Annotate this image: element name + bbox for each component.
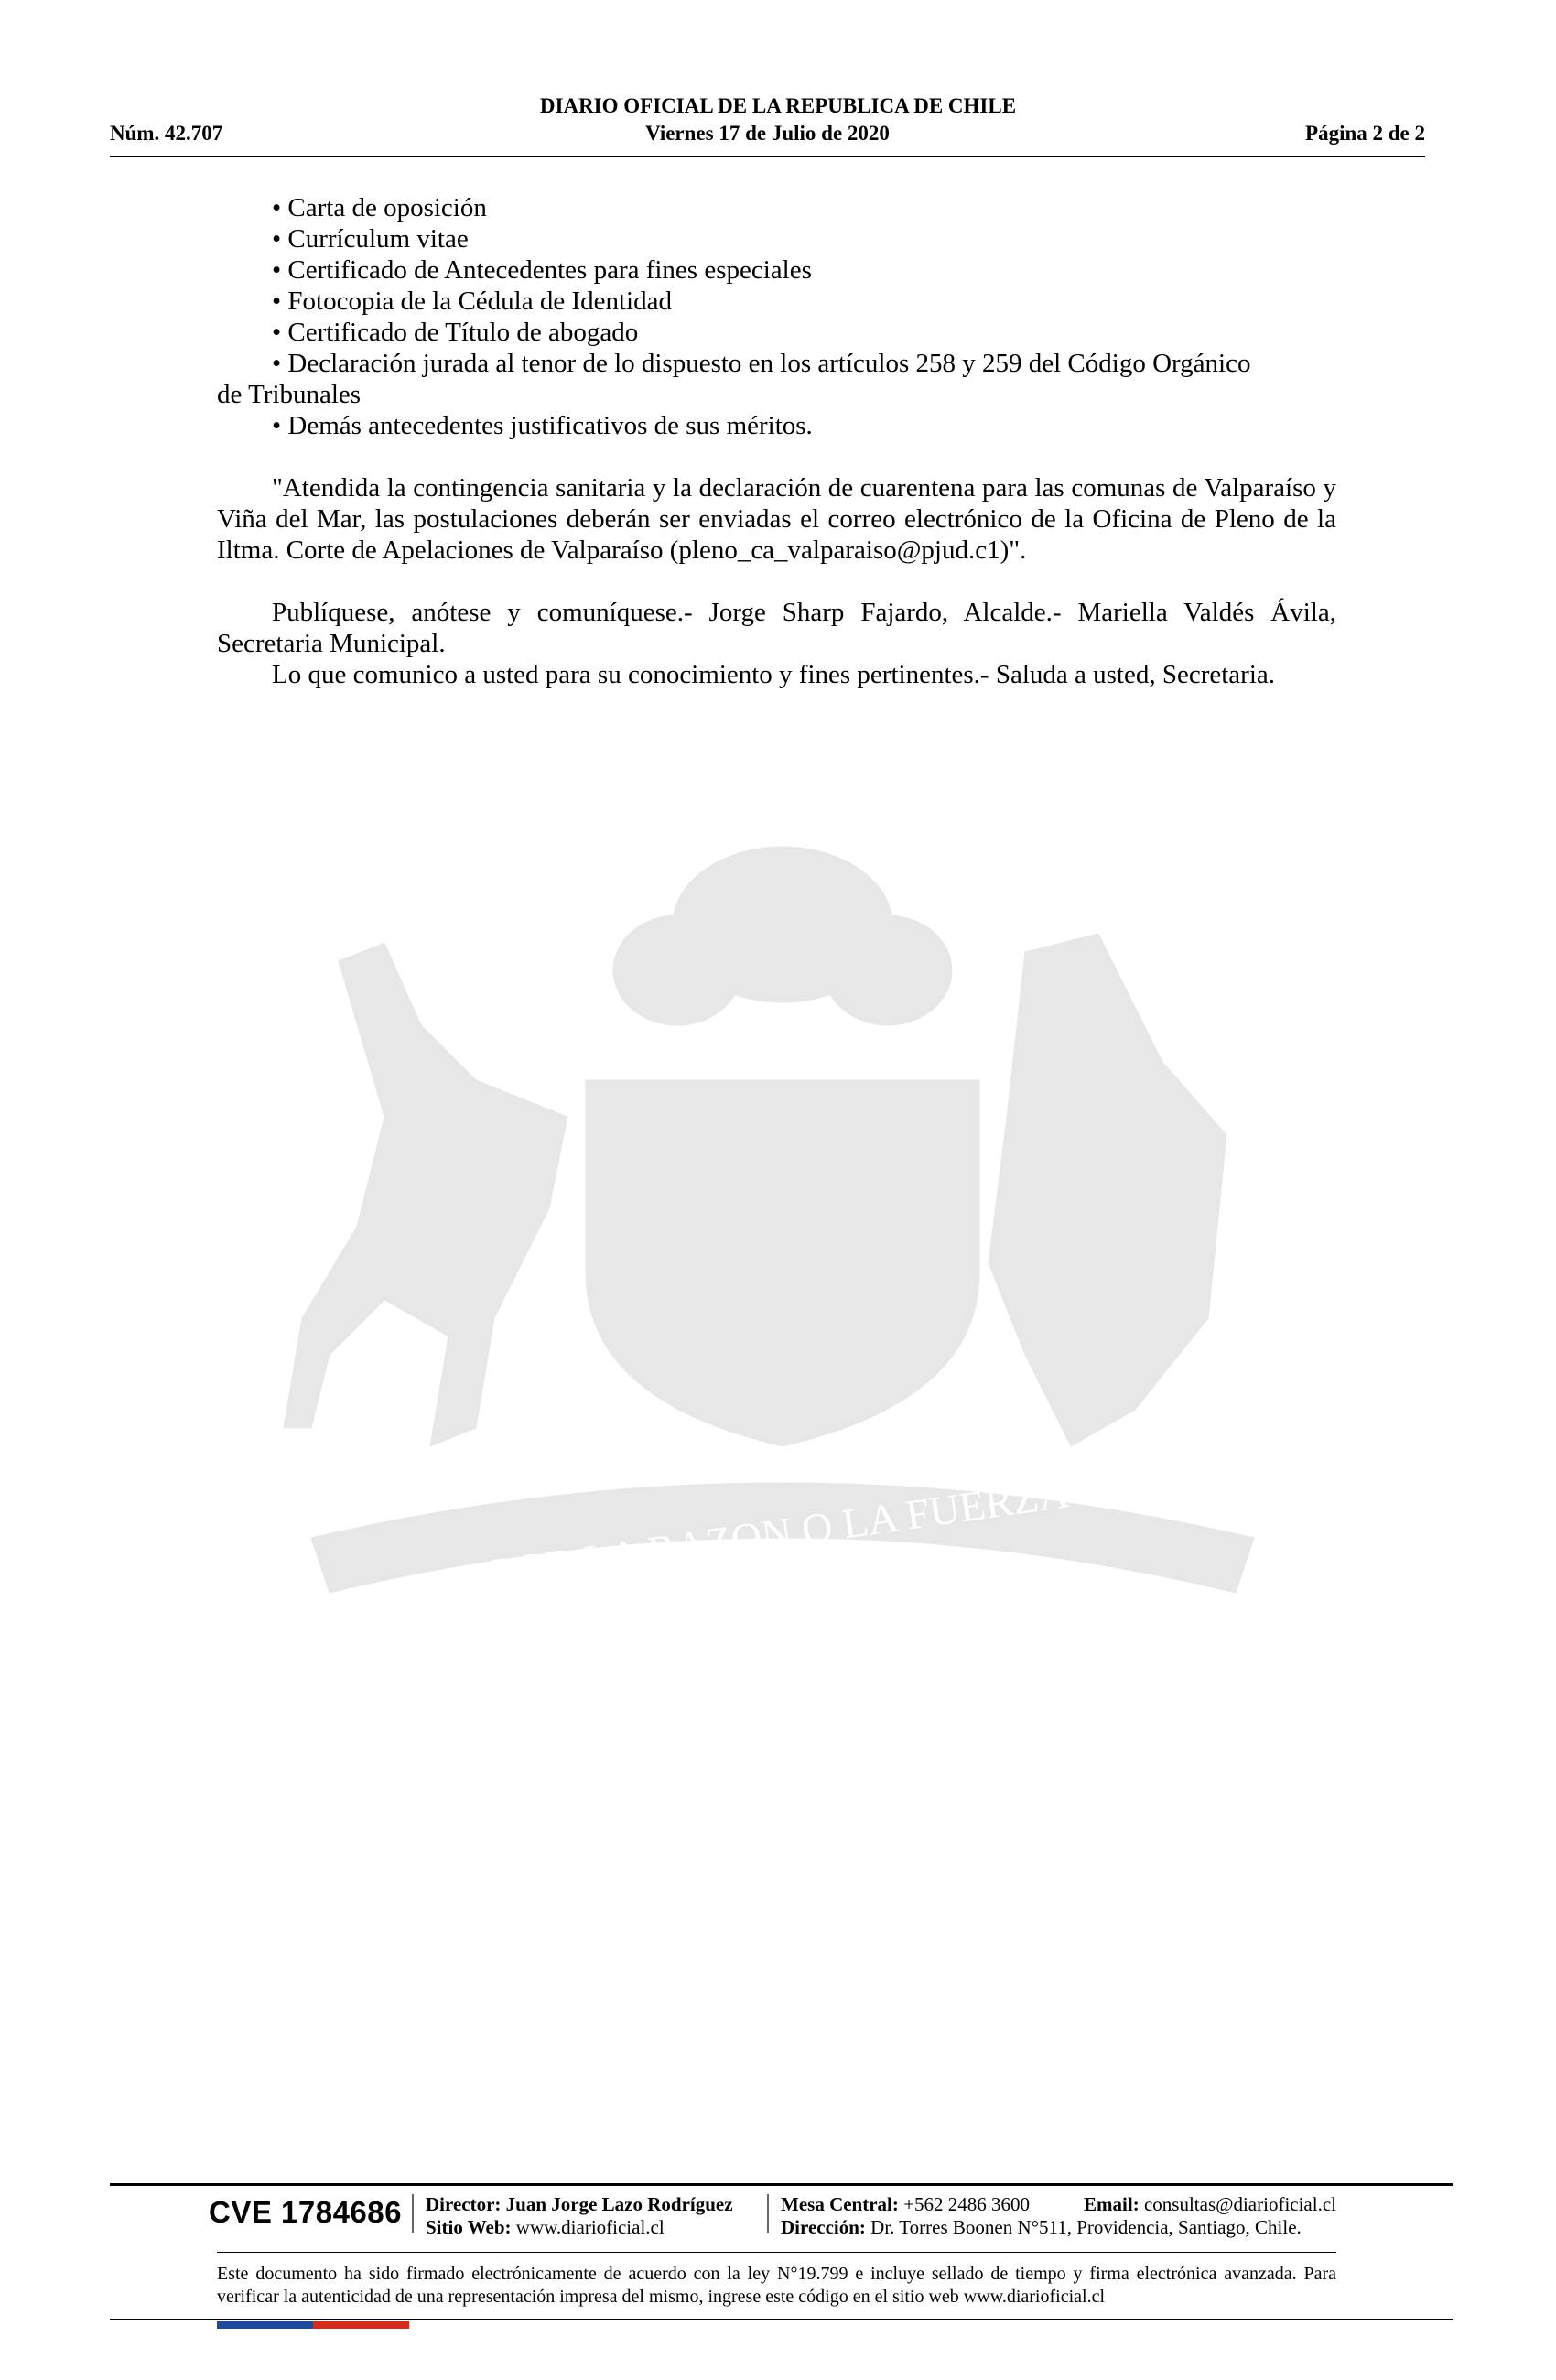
address-label: Dirección: bbox=[781, 2216, 866, 2238]
list-item-continuation: de Tribunales bbox=[217, 380, 362, 409]
flag-blue-segment bbox=[217, 2321, 313, 2329]
flag-stripe bbox=[217, 2321, 409, 2329]
footer-separator bbox=[412, 2194, 414, 2233]
email-link[interactable]: consultas@diarioficial.cl bbox=[1143, 2193, 1336, 2215]
motto-text: POR LA RAZON O LA FUERZA bbox=[489, 1469, 1072, 1597]
issue-number: Núm. 42.707 bbox=[110, 122, 223, 145]
address-text: Dr. Torres Boonen N°511, Providencia, Santiago, Chile. bbox=[870, 2216, 1302, 2238]
document-body bbox=[217, 192, 1336, 690]
footer-contact-block bbox=[781, 2193, 1336, 2239]
paragraph-signature: Publíquese, anótese y comuníquese.- Jorge Sharp Fajardo, Alcalde.- Mariella Valdés Ávila, Secretaria Municipal. bbox=[217, 598, 1336, 658]
cve-code: CVE 1784686 bbox=[209, 2195, 402, 2229]
email-label: Email: bbox=[1084, 2193, 1140, 2215]
list-item: • Demás antecedentes justificativos de sus méritos. bbox=[272, 411, 813, 440]
issue-date: Viernes 17 de Julio de 2020 bbox=[645, 122, 890, 145]
flag-red-segment bbox=[313, 2321, 409, 2329]
shield-icon bbox=[586, 1080, 979, 1446]
paragraph-closing: Lo que comunico a usted para su conocimiento y fines pertinentes.- Saluda a usted, Secretaria. bbox=[272, 660, 1275, 689]
list-item: • Certificado de Título de abogado bbox=[272, 318, 639, 347]
signature-notice: Este documento ha sido firmado electrónicamente de acuerdo con la ley N°19.799 e incluye sellado de tiempo y firma electrónica avanzada. Para verificar la autenticidad de una representación impresa del mismo, ingrese este código en el sitio web www.diarioficial.cl bbox=[217, 2264, 1336, 2307]
page-indicator: Página 2 de 2 bbox=[1305, 122, 1425, 145]
publication-title: DIARIO OFICIAL DE LA REPUBLICA DE CHILE bbox=[539, 94, 1017, 117]
director-name: Juan Jorge Lazo Rodríguez bbox=[505, 2193, 733, 2215]
list-item: • Fotocopia de la Cédula de Identidad bbox=[272, 287, 672, 316]
list-item: • Currículum vitae bbox=[272, 224, 469, 254]
footer-divider-top bbox=[110, 2183, 1453, 2186]
coat-of-arms-watermark bbox=[201, 842, 1364, 1666]
paragraph-quote: "Atendida la contingencia sanitaria y la declaración de cuarentena para las comunas de Valparaíso y Viña del Mar, las postulaciones deberán ser enviadas el correo electrónico de la Oficina de Pleno de la Iltma. Corte de Apelaciones de Valparaíso (pleno_ca_valparaiso@pjud.c1)". bbox=[217, 473, 1336, 565]
footer-divider-bottom bbox=[110, 2319, 1453, 2320]
website-label: Sitio Web: bbox=[426, 2216, 512, 2238]
website-link[interactable]: www.diarioficial.cl bbox=[515, 2216, 665, 2238]
list-item: • Carta de oposición bbox=[272, 193, 487, 222]
list-item: • Certificado de Antecedentes para fines especiales bbox=[272, 255, 812, 285]
phone-number: +562 2486 3600 bbox=[903, 2193, 1030, 2215]
footer-divider-middle bbox=[217, 2252, 1336, 2253]
header-divider bbox=[110, 156, 1425, 157]
condor-icon bbox=[989, 934, 1226, 1446]
phone-label: Mesa Central: bbox=[781, 2193, 899, 2215]
huemul-icon bbox=[284, 943, 567, 1446]
footer-separator bbox=[767, 2194, 769, 2233]
director-label: Director: bbox=[426, 2193, 502, 2215]
header-row bbox=[110, 122, 1425, 149]
list-item: • Declaración jurada al tenor de lo dispuesto en los artículos 258 y 259 del Código Orgánico bbox=[272, 349, 1251, 378]
footer-director-block bbox=[426, 2193, 733, 2239]
